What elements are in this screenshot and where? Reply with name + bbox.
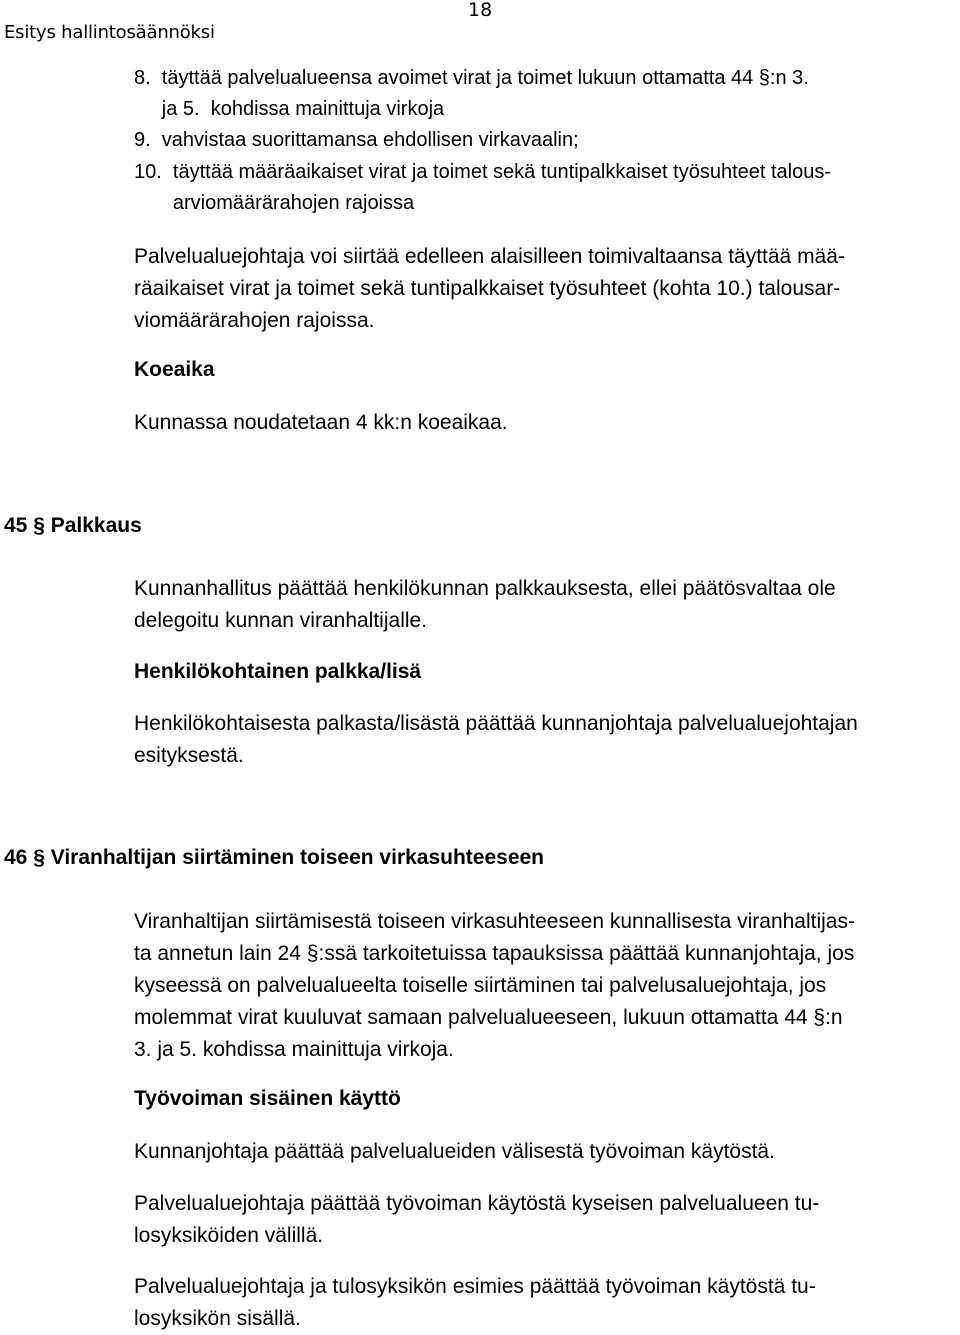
text-line: Henkilökohtaisesta palkasta/lisästä päättää kunnanjohtaja palvelualuejohtajan xyxy=(134,712,858,735)
list-item: 10. täyttää määräaikaiset virat ja toimet sekä tuntipalkkaiset työsuhteet talous- xyxy=(134,161,832,183)
paragraph-siirtaminen xyxy=(134,906,855,1066)
text-line: esityksestä. xyxy=(134,744,244,767)
paragraph-tyovoima-1: Kunnanjohtaja päättää palvelualueiden välisestä työvoiman käytöstä. xyxy=(134,1140,775,1163)
text-line: Palvelualuejohtaja ja tulosyksikön esimies päättää työvoiman käytöstä tu- xyxy=(134,1275,816,1298)
section-heading-46: 46 § Viranhaltijan siirtäminen toiseen virkasuhteeseen xyxy=(4,846,545,869)
text-line: Palvelualuejohtaja päättää työvoiman käytöstä kyseisen palvelualueen tu- xyxy=(134,1192,820,1215)
text-line: Palvelualuejohtaja voi siirtää edelleen alaisilleen toimivaltaansa täyttää mää- xyxy=(134,245,845,268)
paragraph-koeaika: Kunnassa noudatetaan 4 kk:n koeaikaa. xyxy=(134,411,508,434)
text-line: delegoitu kunnan viranhaltijalle. xyxy=(134,609,428,632)
page-number: 18 xyxy=(468,0,493,21)
text-line: molemmat virat kuuluvat samaan palvelualueeseen, lukuun ottamatta 44 §:n xyxy=(134,1006,843,1029)
paragraph-delegation xyxy=(134,241,845,337)
heading-tyovoiman-kaytto: Työvoiman sisäinen käyttö xyxy=(134,1087,401,1110)
paragraph-henkilokohtainen-palkka xyxy=(134,708,858,772)
list-item: ja 5. kohdissa mainittuja virkoja xyxy=(134,98,445,120)
text-line: kyseessä on palvelualueelta toiselle siirtäminen tai palvelusaluejohtaja, jos xyxy=(134,974,827,997)
paragraph-palkkaus xyxy=(134,573,836,637)
heading-henkilokohtainen-palkka: Henkilökohtainen palkka/lisä xyxy=(134,660,422,683)
text-line: 3. ja 5. kohdissa mainittuja virkoja. xyxy=(134,1038,454,1061)
section-heading-45: 45 § Palkkaus xyxy=(4,514,142,537)
heading-koeaika: Koeaika xyxy=(134,358,215,381)
text-line: räaikaiset virat ja toimet sekä tuntipalkkaiset työsuhteet (kohta 10.) talousar- xyxy=(134,277,841,300)
text-line: losyksikön sisällä. xyxy=(134,1307,301,1330)
numbered-list xyxy=(134,63,831,219)
list-item: arviomäärärahojen rajoissa xyxy=(134,192,415,214)
text-line: Kunnanhallitus päättää henkilökunnan palkkauksesta, ellei päätösvaltaa ole xyxy=(134,577,836,600)
list-item: 8. täyttää palvelualueensa avoimet virat ja toimet lukuun ottamatta 44 §:n 3. xyxy=(134,67,809,89)
text-line: viomäärärahojen rajoissa. xyxy=(134,309,375,332)
paragraph-tyovoima-3 xyxy=(134,1271,816,1335)
text-line: ta annetun lain 24 §:ssä tarkoitetuissa tapauksissa päättää kunnanjohtaja, jos xyxy=(134,942,855,965)
text-line: losyksiköiden välillä. xyxy=(134,1224,324,1247)
list-item: 9. vahvistaa suorittamansa ehdollisen virkavaalin; xyxy=(134,129,579,151)
document-title: Esitys hallintosäännöksi xyxy=(4,22,215,43)
text-line: Viranhaltijan siirtämisestä toiseen virkasuhteeseen kunnallisesta viranhaltijas- xyxy=(134,910,855,933)
paragraph-tyovoima-2 xyxy=(134,1188,819,1252)
